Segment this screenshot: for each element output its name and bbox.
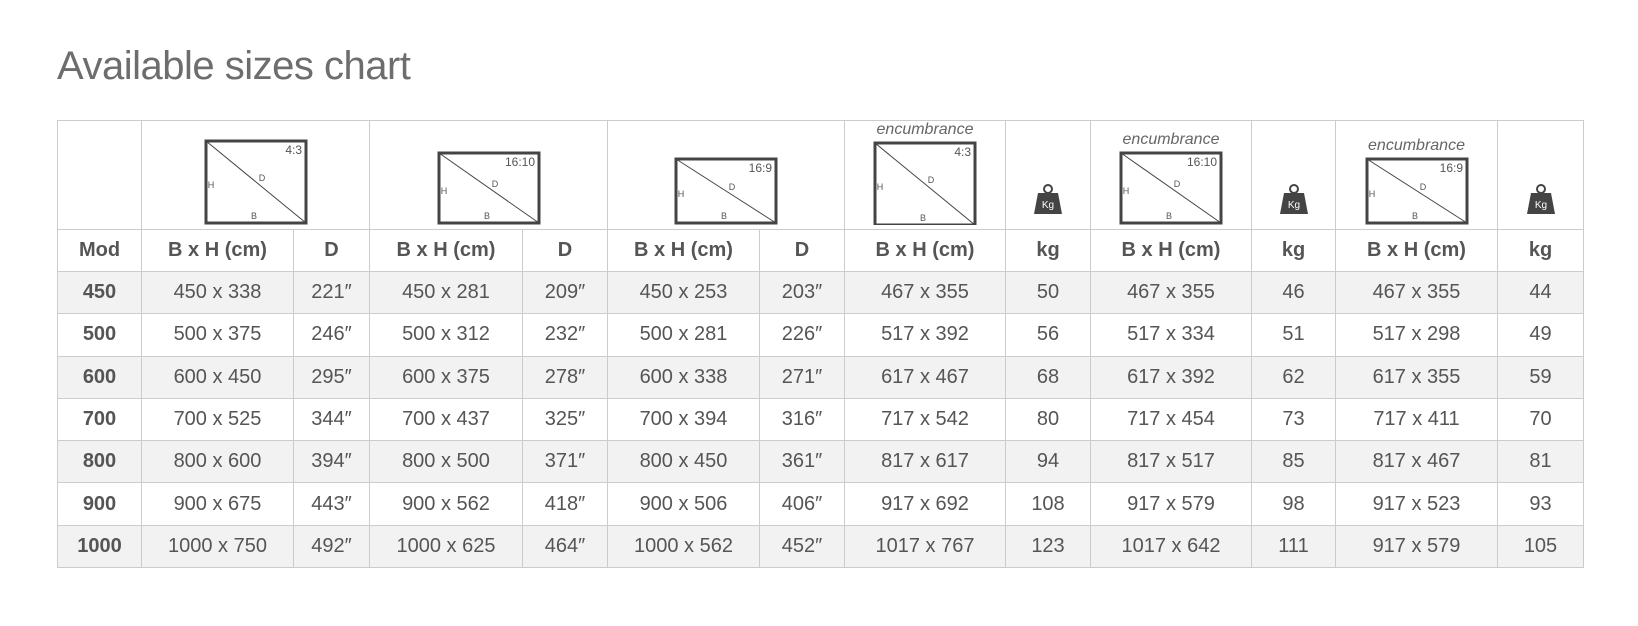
table-cell: 800 x 500 [370, 441, 523, 483]
screen-ratio-icon [1365, 157, 1469, 225]
ratio-label: 16:9 [748, 161, 772, 175]
encumbrance-label: encumbrance [876, 121, 974, 138]
diagonal-dimension-label: D [927, 175, 935, 185]
table-cell: 73 [1252, 398, 1336, 440]
model-cell: 500 [58, 314, 142, 356]
column-header: B x H (cm) [370, 230, 523, 272]
table-row [58, 483, 1584, 525]
table-row [58, 441, 1584, 483]
model-cell: 1000 [58, 525, 142, 567]
table-cell: 316″ [760, 398, 845, 440]
table-cell: 450 x 281 [370, 272, 523, 314]
table-cell: 271″ [760, 356, 845, 398]
column-header: B x H (cm) [608, 230, 760, 272]
icon-row [58, 121, 1584, 230]
encumbrance-16-9-cell [1336, 121, 1498, 230]
table-cell: 500 x 281 [608, 314, 760, 356]
table-cell: 917 x 579 [1091, 483, 1252, 525]
model-cell: 450 [58, 272, 142, 314]
table-cell: 50 [1006, 272, 1091, 314]
table-cell: 1017 x 642 [1091, 525, 1252, 567]
table-cell: 800 x 450 [608, 441, 760, 483]
height-dimension-label: H [1368, 189, 1375, 199]
table-cell: 111 [1252, 525, 1336, 567]
table-cell: 49 [1498, 314, 1584, 356]
table-cell: 450 x 338 [142, 272, 294, 314]
weight-cell [1006, 121, 1091, 230]
table-cell: 717 x 411 [1336, 398, 1498, 440]
table-cell: 221″ [294, 272, 370, 314]
table-cell: 467 x 355 [845, 272, 1006, 314]
table-cell: 371″ [523, 441, 608, 483]
table-cell: 62 [1252, 356, 1336, 398]
table-cell: 464″ [523, 525, 608, 567]
table-cell: 817 x 617 [845, 441, 1006, 483]
screen-ratio-icon [1119, 151, 1223, 225]
height-dimension-label: H [207, 180, 214, 190]
table-cell: 1000 x 625 [370, 525, 523, 567]
table-cell: 800 x 600 [142, 441, 294, 483]
empty-corner-cell [58, 121, 142, 230]
table-cell: 517 x 392 [845, 314, 1006, 356]
table-cell: 278″ [523, 356, 608, 398]
base-dimension-label: B [483, 211, 490, 221]
model-cell: 800 [58, 441, 142, 483]
table-cell: 246″ [294, 314, 370, 356]
table-cell: 717 x 454 [1091, 398, 1252, 440]
table-cell: 295″ [294, 356, 370, 398]
table-cell: 46 [1252, 272, 1336, 314]
screen-ratio-icon [873, 141, 977, 225]
table-cell: 900 x 562 [370, 483, 523, 525]
table-cell: 98 [1252, 483, 1336, 525]
table-cell: 452″ [760, 525, 845, 567]
table-cell: 600 x 450 [142, 356, 294, 398]
table-cell: 59 [1498, 356, 1584, 398]
encumbrance-16-10-cell [1091, 121, 1252, 230]
ratio-label: 16:10 [504, 155, 535, 169]
sizes-table [57, 120, 1584, 568]
column-header: B x H (cm) [1091, 230, 1252, 272]
table-cell: 600 x 338 [608, 356, 760, 398]
table-cell: 93 [1498, 483, 1584, 525]
table-row [58, 398, 1584, 440]
table-cell: 917 x 579 [1336, 525, 1498, 567]
weight-icon-label: Kg [1534, 200, 1547, 211]
table-cell: 325″ [523, 398, 608, 440]
diagonal-dimension-label: D [491, 179, 498, 189]
column-header: B x H (cm) [142, 230, 294, 272]
column-header: B x H (cm) [845, 230, 1006, 272]
table-cell: 700 x 525 [142, 398, 294, 440]
table-cell: 123 [1006, 525, 1091, 567]
table-cell: 203″ [760, 272, 845, 314]
table-cell: 517 x 334 [1091, 314, 1252, 356]
weight-icon [1526, 183, 1556, 215]
ratio-label: 4:3 [284, 143, 302, 157]
height-dimension-label: H [677, 189, 685, 199]
model-cell: 700 [58, 398, 142, 440]
table-cell: 70 [1498, 398, 1584, 440]
screen-4-3-cell [142, 121, 370, 230]
base-dimension-label: B [1165, 211, 1173, 221]
table-cell: 700 x 394 [608, 398, 760, 440]
base-dimension-label: B [919, 213, 927, 223]
table-cell: 617 x 355 [1336, 356, 1498, 398]
table-cell: 917 x 692 [845, 483, 1006, 525]
table-cell: 44 [1498, 272, 1584, 314]
table-cell: 517 x 298 [1336, 314, 1498, 356]
screen-16-9-cell [608, 121, 845, 230]
table-cell: 209″ [523, 272, 608, 314]
column-header: D [294, 230, 370, 272]
base-dimension-label: B [250, 211, 257, 221]
table-cell: 361″ [760, 441, 845, 483]
table-cell: 226″ [760, 314, 845, 356]
table-cell: 1017 x 767 [845, 525, 1006, 567]
table-row [58, 356, 1584, 398]
table-cell: 1000 x 562 [608, 525, 760, 567]
diagonal-dimension-label: D [1173, 179, 1181, 189]
table-cell: 500 x 312 [370, 314, 523, 356]
table-cell: 108 [1006, 483, 1091, 525]
table-cell: 600 x 375 [370, 356, 523, 398]
table-cell: 344″ [294, 398, 370, 440]
column-header: D [760, 230, 845, 272]
table-cell: 1000 x 750 [142, 525, 294, 567]
encumbrance-label: encumbrance [1122, 131, 1220, 148]
table-cell: 717 x 542 [845, 398, 1006, 440]
table-cell: 68 [1006, 356, 1091, 398]
table-row [58, 314, 1584, 356]
column-header: Mod [58, 230, 142, 272]
table-row [58, 272, 1584, 314]
table-cell: 406″ [760, 483, 845, 525]
screen-16-10-cell [370, 121, 608, 230]
table-cell: 105 [1498, 525, 1584, 567]
table-cell: 80 [1006, 398, 1091, 440]
table-cell: 51 [1252, 314, 1336, 356]
column-header: kg [1498, 230, 1584, 272]
height-dimension-label: H [440, 186, 447, 196]
table-cell: 817 x 517 [1091, 441, 1252, 483]
screen-ratio-icon [204, 139, 308, 225]
table-cell: 232″ [523, 314, 608, 356]
table-cell: 467 x 355 [1091, 272, 1252, 314]
ratio-label: 16:10 [1186, 155, 1217, 169]
model-cell: 600 [58, 356, 142, 398]
encumbrance-4-3-cell [845, 121, 1006, 230]
screen-ratio-icon [674, 157, 778, 225]
column-header: D [523, 230, 608, 272]
table-cell: 94 [1006, 441, 1091, 483]
table-cell: 700 x 437 [370, 398, 523, 440]
table-cell: 443″ [294, 483, 370, 525]
diagonal-dimension-label: D [1419, 182, 1426, 192]
table-cell: 900 x 506 [608, 483, 760, 525]
ratio-label: 4:3 [954, 145, 971, 159]
weight-icon [1033, 183, 1063, 215]
table-row [58, 525, 1584, 567]
table-cell: 450 x 253 [608, 272, 760, 314]
table-cell: 617 x 392 [1091, 356, 1252, 398]
height-dimension-label: H [876, 182, 884, 192]
screen-ratio-icon [437, 151, 541, 225]
encumbrance-label: encumbrance [1368, 137, 1465, 154]
table-cell: 467 x 355 [1336, 272, 1498, 314]
table-cell: 394″ [294, 441, 370, 483]
weight-icon-label: Kg [1287, 200, 1300, 211]
page-title: Available sizes chart [57, 44, 411, 88]
weight-icon [1279, 183, 1309, 215]
table-cell: 85 [1252, 441, 1336, 483]
weight-cell [1498, 121, 1584, 230]
diagonal-dimension-label: D [258, 173, 265, 183]
ratio-label: 16:9 [1439, 161, 1463, 175]
table-cell: 617 x 467 [845, 356, 1006, 398]
table-cell: 418″ [523, 483, 608, 525]
table-cell: 492″ [294, 525, 370, 567]
height-dimension-label: H [1122, 186, 1130, 196]
weight-cell [1252, 121, 1336, 230]
column-header: B x H (cm) [1336, 230, 1498, 272]
model-cell: 900 [58, 483, 142, 525]
table-cell: 56 [1006, 314, 1091, 356]
table-cell: 917 x 523 [1336, 483, 1498, 525]
column-header: kg [1006, 230, 1091, 272]
column-header-row [58, 230, 1584, 272]
table-cell: 81 [1498, 441, 1584, 483]
table-cell: 500 x 375 [142, 314, 294, 356]
table-cell: 817 x 467 [1336, 441, 1498, 483]
diagonal-dimension-label: D [728, 182, 736, 192]
base-dimension-label: B [720, 211, 728, 221]
weight-icon-label: Kg [1041, 200, 1055, 211]
base-dimension-label: B [1411, 211, 1418, 221]
column-header: kg [1252, 230, 1336, 272]
table-cell: 900 x 675 [142, 483, 294, 525]
